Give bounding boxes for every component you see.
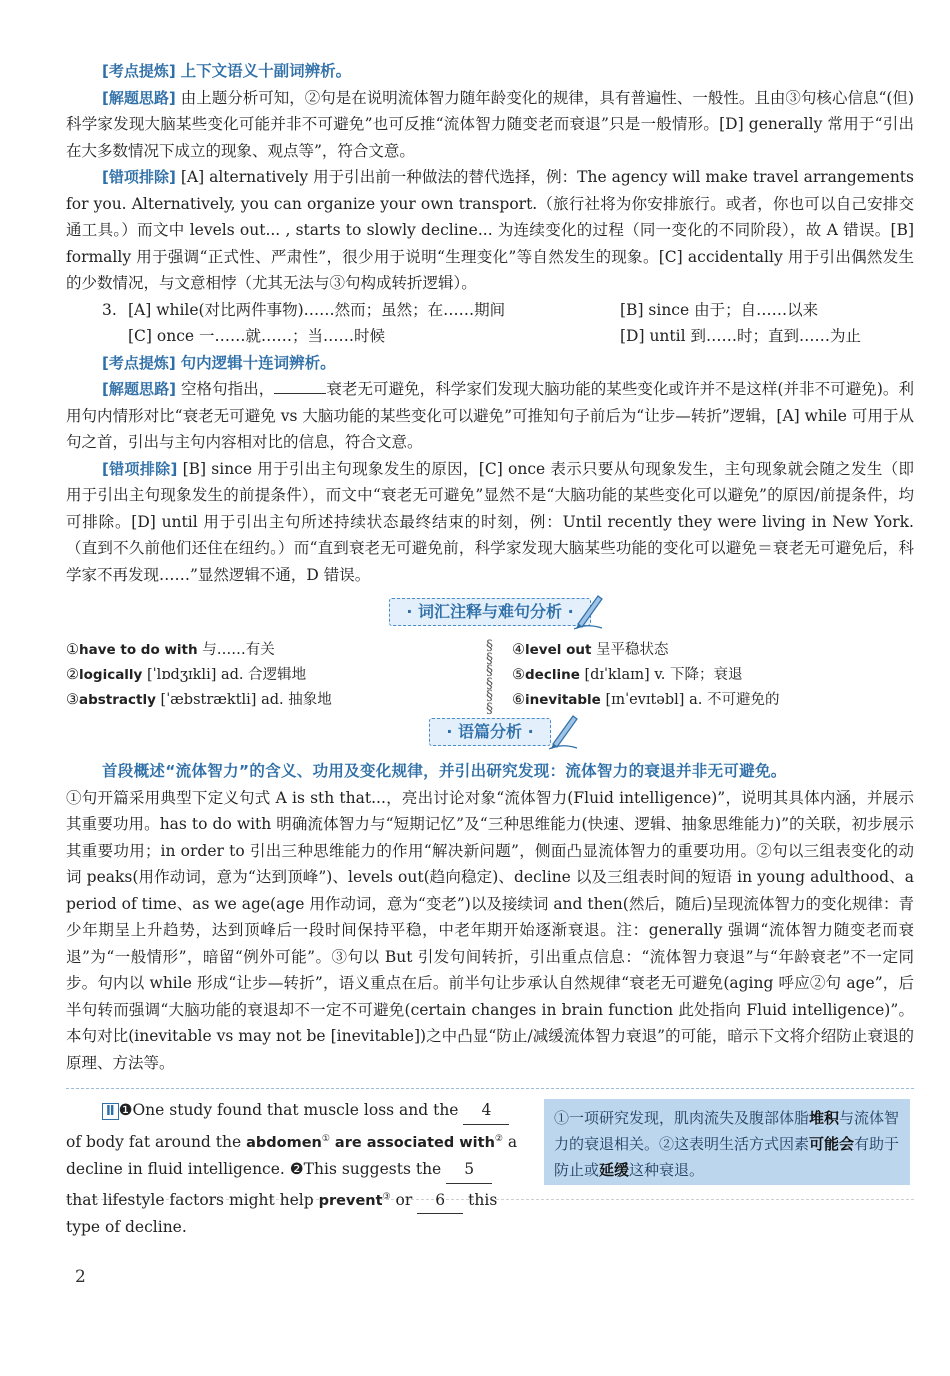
wavy-divider: § § § § § §: [486, 638, 493, 717]
translation-box: ①一项研究发现，肌肉流失及腹部体脂堆积与流体智力的衰退相关。②这表明生活方式因素可能会有助于防止或延缓这种衰退。: [544, 1099, 910, 1185]
jieti-paragraph-q3: [66, 376, 914, 456]
vocab-item: ①have to do with 与……有关: [66, 642, 275, 658]
jieti-text-b: 衰老无可避免，科学家们发现大脑功能的某些变化或许并不是这样(并非不可避免)。利用句内情形对比“衰老无可避免 vs 大脑功能的某些变化可以避免”可推知句子前后为“让步—转折”逻辑，[A] while 可用于从句之首，引出与主句内容相对比的信息，符合文意。: [66, 380, 914, 451]
vocab-column-right: [512, 638, 779, 713]
analysis-summary: 首段概述“流体智力”的含义、功用及变化规律，并引出研究发现：流体智力的衰退并非无可避免。: [102, 762, 787, 780]
cuoxiang-paragraph-q3: [66, 456, 914, 589]
q3-option-c: [C] once 一……就……；当……时候: [128, 327, 385, 345]
question-3-options: [66, 297, 914, 350]
cuoxiang-text: [B] since 用于引出主句现象发生的原因，[C] once 表示只要从句现象发生，主句现象就会随之发生（即用于引出主句现象发生的前提条件），而文中“衰老无可避免”显然不是“大脑功能的某些变化可以避免”的原因/前提条件，均可排除。[D] until 用于引出主句所述持续状态最终结束的时刻，例：Until recently they were living in New York.（直到不久前他们还住在纽约。）而“直到衰老无可避免前，科学家发现大脑某些功能的变化可以避免＝衰老无可避免后，科学家不再发现……”显然逻辑不通，D 错误。: [66, 459, 914, 584]
vocab-item: ②logically [ˈlɒdʒɪkli] ad. 合逻辑地: [66, 667, 307, 683]
kaodian-tag: [考点提炼]: [102, 353, 176, 372]
kaodian-line-q2: [66, 58, 914, 85]
vocab-title: · 词汇注释与难句分析 ·: [389, 598, 590, 626]
jieti-tag: [解题思路]: [102, 88, 176, 107]
vocab-list: [66, 638, 914, 718]
vocab-section-title: [374, 598, 606, 632]
jieti-paragraph-q2: [66, 85, 914, 165]
kaodian-text: 上下文语义十副词辨析。: [180, 62, 352, 80]
analysis-title: · 语篇分析 ·: [429, 718, 550, 746]
pen-icon: [547, 710, 581, 750]
vocab-item: ④level out 呈平稳状态: [512, 642, 669, 658]
kaodian-text: 句内逻辑十连词辨析。: [180, 353, 336, 372]
passage-section: [66, 1089, 914, 1237]
cuoxiang-tag: [错项排除]: [102, 168, 176, 186]
cuoxiang-paragraph-q2: [66, 164, 914, 297]
pen-icon: [572, 590, 606, 630]
jieti-text-a: 空格句指出，: [180, 380, 275, 398]
jieti-text: 由上题分析可知，②句是在说明流体智力随年龄变化的规律，具有普遍性、一般性。且由③句核心信息“(但)科学家发现大脑某些变化可能并非不可避免”也可反推“流体智力随变老而衰退”只是一般情形。[D] generally 常用于“引出在大多数情况下成立的现象、观点等”，符合文意。: [66, 88, 914, 160]
blank-5[interactable]: 5: [446, 1156, 492, 1184]
q3-option-d: [D] until 到……时；直到……为止: [620, 327, 861, 345]
kaodian-line-q3: [66, 350, 914, 377]
blank-4[interactable]: 4: [463, 1097, 509, 1125]
vocab-item: ③abstractly [ˈæbstræktli] ad. 抽象地: [66, 692, 332, 708]
vocab-item: ⑤decline [dɪˈklaɪn] v. 下降；衰退: [512, 667, 743, 683]
page-number: 2: [75, 1267, 86, 1287]
q3-number: 3.: [102, 300, 117, 319]
cuoxiang-tag: [错项排除]: [102, 459, 178, 478]
passage-english: Ⅱ ❶One study found that muscle loss and the 4 of body fat around the abdomen① are associated with② a decline in fluid intelligence. ❷This suggests the 5 that lifestyle factors might help prevent③ or 6 this type of decline.: [66, 1097, 528, 1241]
page-content: [66, 58, 914, 1237]
vocab-item: ⑥inevitable [ɪnˈevɪtəbl] a. 不可避免的: [512, 692, 780, 708]
blank-6[interactable]: 6: [417, 1187, 463, 1215]
paragraph-roman-numeral: Ⅱ: [102, 1103, 119, 1120]
analysis-body: ①句开篇采用典型下定义句式 A is sth that...，亮出讨论对象“流体智力(Fluid intelligence)”，说明其具体内涵，并展示其重要功用。has to do with 明确流体智力与“短期记忆”及“三种思维能力(快速、逻辑、抽象思维能力)”的关联，初步展示其重要功用；in order to 引出三种思维能力的作用“解决新问题”，侧面凸显流体智力的重要功用。②句以三组表变化的动词 peaks(用作动词，意为“达到顶峰”)、levels out(趋向稳定)、decline 以及三组表时间的短语 in young adulthood、a period of time、as we age(age 用作动词，意为“变老”)以及接续词 and then(然后，随后)呈现流体智力的变化规律：青少年期呈上升趋势，达到顶峰后一段时间保持平稳，中老年期开始逐渐衰退。注：generally 强调“流体智力随变老而衰退”为“一般情形”，暗留“例外可能”。③句以 But 引发句间转折，引出重点信息：“流体智力衰退”与“年龄衰老”不一定同步。句内以 while 形成“让步—转折”，语义重点在后。前半句让步承认自然规律“衰老无可避免(aging 呼应②句 age”，后半句转而强调“大脑功能的衰退却不一定不可避免(certain changes in brain function 此处指向 Fluid intelligence)”。本句对比(inevitable vs may not be [inevitable])之中凸显“防止/减缓流体智力衰退”的可能，暗示下文将介绍防止衰退的原理、方法等。: [66, 788, 914, 1072]
answer-blank: [274, 377, 326, 394]
jieti-tag: [解题思路]: [102, 380, 176, 398]
kaodian-tag: [考点提炼]: [102, 62, 176, 80]
q3-option-a: [A] while(对比两件事物)……然而；虽然；在……期间: [128, 300, 506, 319]
cuoxiang-text: [A] alternatively 用于引出前一种做法的替代选择，例：The agency will make travel arrangements for you. Alternatively, you can organize your own transport.（旅行社将为你安排旅行。或者，你也可以自己安排交通工具。）而文中 levels out... , starts to slowly decline... 为连续变化的过程（同一变化的不同阶段），故 A 错误。[B] formally 用于强调“正式性、严肃性”，很少用于说明“生理变化”等自然发生的现象。[C] accidentally 用于引出偶然发生的少数情况，与文意相悖（尤其无法与③句构成转折逻辑）。: [66, 168, 914, 292]
q3-option-b: [B] since 由于；自……以来: [620, 300, 819, 319]
vocab-column-left: [66, 638, 332, 713]
analysis-section-title: [405, 718, 575, 752]
